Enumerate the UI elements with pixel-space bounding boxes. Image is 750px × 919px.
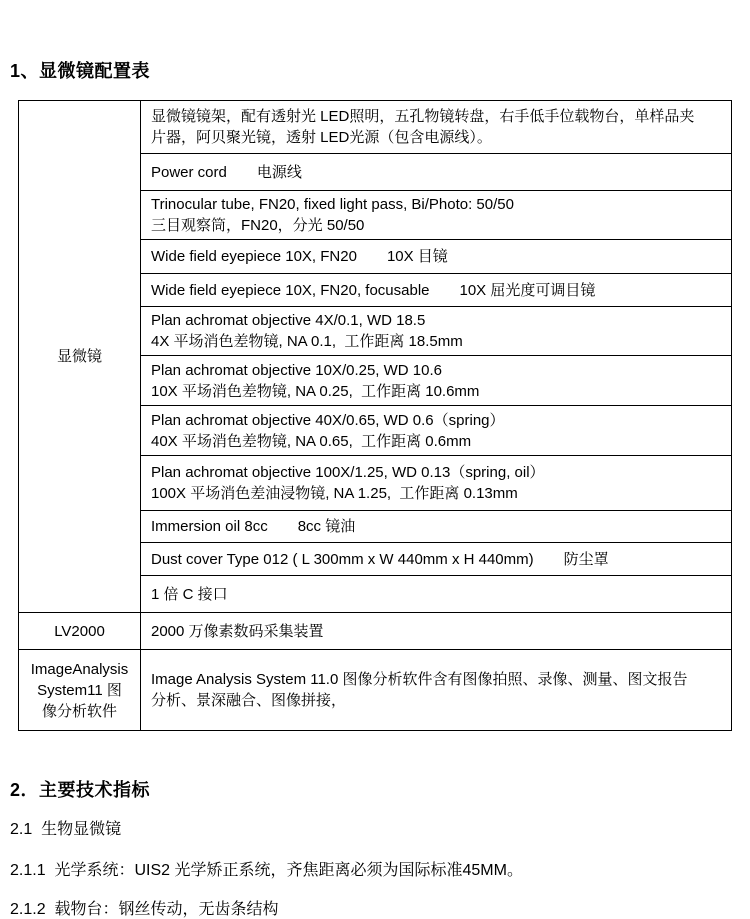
group-label: LV2000 (54, 622, 105, 640)
cell-item-power-cord (141, 154, 732, 191)
cell-line: 100X 平场消色差油浸物镜, NA 1.25, 工作距离 0.13mm (151, 485, 518, 502)
cell-group-label-lv2000 (19, 613, 141, 650)
section1-heading: 1、显微镜配置表 (10, 61, 151, 81)
cell-line: 1 倍 C 接口 (151, 585, 228, 603)
table-row (19, 613, 732, 650)
cell-line: Wide field eyepiece 10X, FN20 10X 目镜 (151, 248, 448, 265)
table-row (19, 101, 732, 154)
section2-heading: 2．主要技术指标 (10, 780, 151, 800)
table-row (19, 650, 732, 731)
section2-1-line: 2.1 生物显微镜 (10, 821, 122, 838)
cell-item-eyepiece-10x (141, 240, 732, 274)
cell-line: 10X 平场消色差物镜, NA 0.25, 工作距离 10.6mm (151, 382, 480, 400)
cell-line: Power cord 电源线 (151, 163, 302, 181)
cell-line: 2000 万像素数码采集装置 (151, 622, 324, 640)
cell-line: 显微镜镜架，配有透射光 LED照明，五孔物镜转盘，右手低手位载物台，单样品夹 (151, 108, 695, 125)
group-label: System11 图 (37, 681, 122, 699)
cell-group-label-image-analysis (19, 650, 141, 731)
cell-line: 片器，阿贝聚光镜，透射 LED光源（包含电源线）。 (151, 129, 492, 146)
cell-line: Immersion oil 8cc 8cc 镜油 (151, 518, 356, 535)
group-label: 显微镜 (56, 348, 102, 365)
cell-item-immersion-oil (141, 511, 732, 543)
group-label: 像分析软件 (41, 702, 117, 720)
cell-item-objective-100x (141, 456, 732, 511)
cell-item-dust-cover (141, 543, 732, 576)
cell-line: Plan achromat objective 100X/1.25, WD 0.13（spring, oil） (151, 464, 545, 481)
cell-item-trinocular-tube (141, 191, 732, 240)
cell-line: Plan achromat objective 40X/0.65, WD 0.6（spring） (151, 411, 505, 429)
cell-item-camera (141, 613, 732, 650)
cell-line: 分析、景深融合、图像拼接， (151, 692, 347, 709)
section2-1-1-line: 2.1.1 光学系统：UIS2 光学矫正系统，齐焦距离必须为国际标准45MM。 (10, 862, 523, 879)
cell-item-objective-4x (141, 307, 732, 356)
cell-line: Image Analysis System 11.0 图像分析软件含有图像拍照、录像、测量、图文报告 (151, 671, 688, 688)
cell-line: Plan achromat objective 4X/0.1, WD 18.5 (151, 312, 426, 329)
cell-item-c-mount (141, 576, 732, 613)
cell-group-label-microscope (19, 101, 141, 613)
cell-line: Plan achromat objective 10X/0.25, WD 10.6 (151, 361, 442, 379)
cell-item-software (141, 650, 732, 731)
section2-1-2-line: 2.1.2 载物台：钢丝传动，无齿条结构 (10, 901, 279, 918)
cell-item-eyepiece-focusable (141, 274, 732, 307)
cell-item-objective-10x (141, 356, 732, 406)
cell-line: 三目观察筒，FN20，分光 50/50 (151, 217, 365, 234)
microscope-config-table (18, 100, 732, 731)
cell-item-frame (141, 101, 732, 154)
cell-line: Trinocular tube, FN20, fixed light pass, Bi/Photo: 50/50 (151, 196, 514, 213)
cell-line: 40X 平场消色差物镜, NA 0.65, 工作距离 0.6mm (151, 432, 472, 450)
group-label: ImageAnalysis (30, 660, 129, 678)
cell-line: 4X 平场消色差物镜, NA 0.1, 工作距离 18.5mm (151, 333, 463, 350)
cell-item-objective-40x (141, 406, 732, 456)
cell-line: Wide field eyepiece 10X, FN20, focusable 10X 屈光度可调目镜 (151, 281, 596, 299)
cell-line: Dust cover Type 012 ( L 300mm x W 440mm x H 440mm) 防尘罩 (151, 550, 609, 568)
